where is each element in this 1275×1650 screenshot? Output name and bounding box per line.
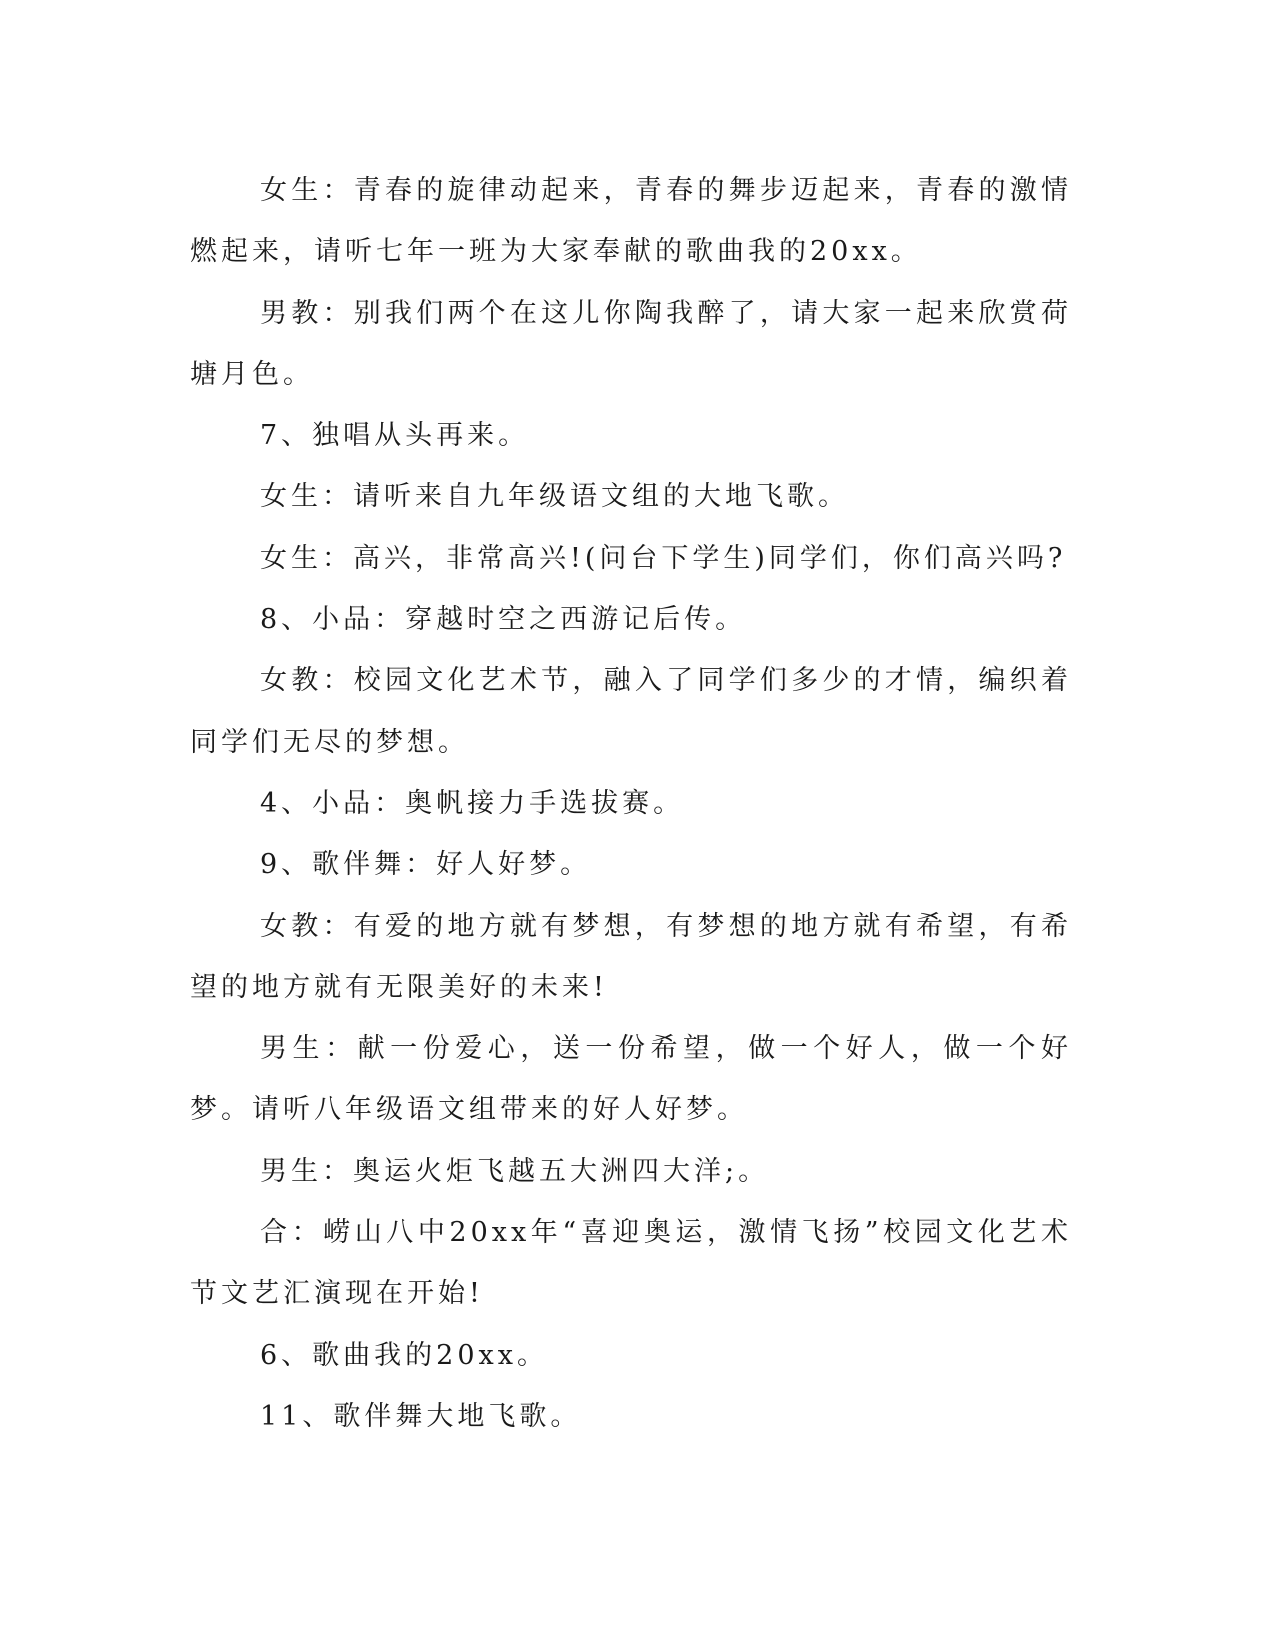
paragraph: 合：崂山八中20xx年“喜迎奥运，激情飞扬”校园文化艺术节文艺汇演现在开始! [190, 1217, 1072, 1310]
paragraph: 8、小品：穿越时空之西游记后传。 [260, 604, 747, 636]
paragraph: 女生：请听来自九年级语文组的大地飞歌。 [260, 481, 849, 513]
document-body [190, 160, 1072, 1447]
paragraph: 9、歌伴舞：好人好梦。 [260, 849, 592, 881]
paragraph: 7、独唱从头再来。 [260, 420, 530, 452]
paragraph: 男教：别我们两个在这儿你陶我醉了，请大家一起来欣赏荷塘月色。 [190, 297, 1072, 390]
paragraph: 男生：献一份爱心，送一份希望，做一个好人，做一个好梦。请听八年级语文组带来的好人好梦。 [190, 1033, 1072, 1126]
paragraph: 女生：青春的旋律动起来，青春的舞步迈起来，青春的激情燃起来，请听七年一班为大家奉献的歌曲我的20xx。 [190, 175, 1072, 268]
paragraph: 男生：奥运火炬飞越五大洲四大洋;。 [260, 1155, 770, 1187]
paragraph: 11、歌伴舞大地飞歌。 [260, 1400, 582, 1432]
paragraph: 4、小品：奥帆接力手选拔赛。 [260, 787, 685, 819]
paragraph: 6、歌曲我的20xx。 [260, 1339, 548, 1371]
paragraph: 女教：校园文化艺术节，融入了同学们多少的才情，编织着同学们无尽的梦想。 [190, 665, 1072, 758]
paragraph: 女教：有爱的地方就有梦想，有梦想的地方就有希望，有希望的地方就有无限美好的未来! [190, 910, 1072, 1003]
paragraph: 女生：高兴，非常高兴!(问台下学生)同学们，你们高兴吗? [260, 542, 1067, 574]
